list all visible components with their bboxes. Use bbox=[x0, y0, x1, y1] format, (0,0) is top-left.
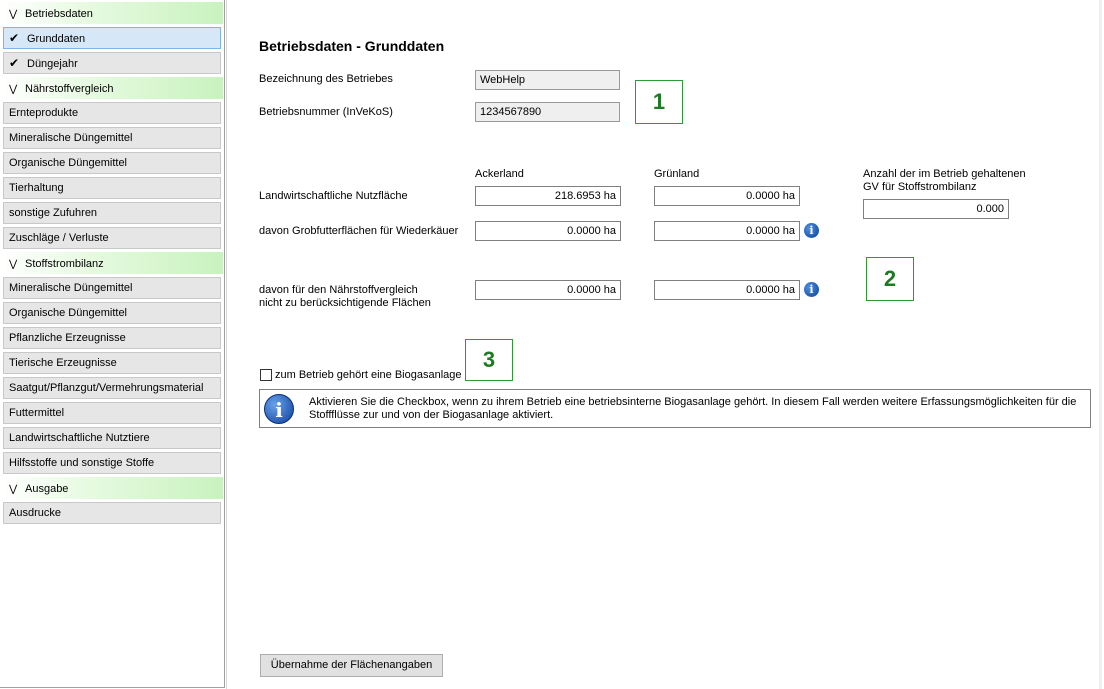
info-text-line2: Stoffflüsse zur und von der Biogasanlage aktiviert. bbox=[309, 409, 554, 421]
sidebar-item-label: Tierhaltung bbox=[9, 182, 64, 194]
biogas-checkbox[interactable] bbox=[260, 369, 272, 381]
nicht-beruecksichtigt-label-line1: davon für den Nährstoffvergleich bbox=[259, 284, 418, 296]
sidebar-item-tierhaltung[interactable] bbox=[3, 177, 221, 199]
gv-stoffstrombilanz-field[interactable]: 0.000 bbox=[863, 199, 1009, 219]
sidebar-item-label: Mineralische Düngemittel bbox=[9, 132, 133, 144]
sidebar-item-ssb-organische-duengemittel[interactable] bbox=[3, 302, 221, 324]
double-chevron-down-icon: ⋁ bbox=[9, 9, 18, 20]
sidebar-item-ssb-mineralische-duengemittel[interactable] bbox=[3, 277, 221, 299]
sidebar-item-label: Grunddaten bbox=[27, 33, 86, 45]
sidebar-item-label: Organische Düngemittel bbox=[9, 157, 128, 169]
navigation-sidebar bbox=[0, 0, 225, 688]
sidebar-item-ausdrucke[interactable] bbox=[3, 502, 221, 524]
section-header-betriebsdaten[interactable] bbox=[1, 2, 223, 24]
sidebar-item-organische-duengemittel[interactable] bbox=[3, 152, 221, 174]
gv-header-line1: Anzahl der im Betrieb gehaltenen bbox=[863, 168, 1026, 180]
sidebar-item-grunddaten[interactable] bbox=[3, 27, 221, 49]
panel-border bbox=[1099, 0, 1102, 689]
sidebar-item-hilfsstoffe[interactable] bbox=[3, 452, 221, 474]
sidebar-item-label: Saatgut/Pflanzgut/Vermehrungsmaterial bbox=[9, 382, 204, 394]
biogas-info-box bbox=[259, 389, 1091, 428]
sidebar-item-futtermittel[interactable] bbox=[3, 402, 221, 424]
checkmark-icon: ✔ bbox=[9, 56, 20, 70]
bezeichnung-label: Bezeichnung des Betriebes bbox=[259, 73, 393, 85]
sidebar-item-duengejahr[interactable] bbox=[3, 52, 221, 74]
sidebar-item-tierische-erzeugnisse[interactable] bbox=[3, 352, 221, 374]
checkmark-icon: ✔ bbox=[9, 31, 20, 45]
main-panel bbox=[226, 0, 1102, 689]
sidebar-item-label: Landwirtschaftliche Nutztiere bbox=[9, 432, 150, 444]
lnf-label: Landwirtschaftliche Nutzfläche bbox=[259, 190, 408, 202]
sidebar-item-landwirtschaftliche-nutztiere[interactable] bbox=[3, 427, 221, 449]
nicht-beruecksichtigt-label-line2: nicht zu berücksichtigende Flächen bbox=[259, 297, 431, 309]
sidebar-item-sonstige-zufuhren[interactable] bbox=[3, 202, 221, 224]
sidebar-item-label: Zuschläge / Verluste bbox=[9, 232, 109, 244]
grobfutter-label: davon Grobfutterflächen für Wiederkäuer bbox=[259, 225, 459, 237]
sidebar-item-mineralische-duengemittel[interactable] bbox=[3, 127, 221, 149]
lnf-gruenland-field[interactable]: 0.0000 ha bbox=[654, 186, 800, 206]
bezeichnung-field[interactable]: WebHelp bbox=[475, 70, 620, 90]
sidebar-item-label: Futtermittel bbox=[9, 407, 65, 419]
gv-header-line2: GV für Stoffstrombilanz bbox=[863, 181, 977, 193]
info-icon: i bbox=[264, 394, 294, 424]
betriebsnummer-label: Betriebsnummer (InVeKoS) bbox=[259, 106, 393, 118]
sidebar-item-label: Organische Düngemittel bbox=[9, 307, 128, 319]
sidebar-item-label: sonstige Zufuhren bbox=[9, 207, 98, 219]
sidebar-item-ernteprodukte[interactable] bbox=[3, 102, 221, 124]
double-chevron-down-icon: ⋁ bbox=[9, 259, 18, 270]
column-header-gruenland: Grünland bbox=[654, 168, 700, 180]
section-header-ausgabe[interactable] bbox=[1, 477, 223, 499]
grobfutter-gruenland-field[interactable]: 0.0000 ha bbox=[654, 221, 800, 241]
double-chevron-down-icon: ⋁ bbox=[9, 84, 18, 95]
page-title: Betriebsdaten - Grunddaten bbox=[259, 38, 445, 54]
lnf-ackerland-field[interactable]: 218.6953 ha bbox=[475, 186, 621, 206]
info-text-line1: Aktivieren Sie die Checkbox, wenn zu ihrem Betrieb eine betriebsinterne Biogasanlage gehört. In diesem Fall werden weitere Erfassungsmöglichkeiten für die bbox=[309, 396, 1077, 408]
callout-badge-1: 1 bbox=[635, 80, 683, 124]
section-title: Stoffstrombilanz bbox=[25, 258, 104, 270]
section-title: Betriebsdaten bbox=[25, 8, 93, 20]
sidebar-item-label: Ausdrucke bbox=[9, 507, 61, 519]
betriebsnummer-field[interactable]: 1234567890 bbox=[475, 102, 620, 122]
sidebar-item-label: Ernteprodukte bbox=[9, 107, 79, 119]
info-icon[interactable]: i bbox=[804, 282, 819, 297]
sidebar-item-label: Tierische Erzeugnisse bbox=[9, 357, 117, 369]
column-header-ackerland: Ackerland bbox=[475, 168, 524, 180]
sidebar-item-label: Düngejahr bbox=[27, 58, 78, 70]
uebernahme-flaechenangaben-button[interactable]: Übernahme der Flächenangaben bbox=[260, 654, 443, 677]
section-header-naehrstoffvergleich[interactable] bbox=[1, 77, 223, 99]
sidebar-item-zuschlaege-verluste[interactable] bbox=[3, 227, 221, 249]
sidebar-item-pflanzliche-erzeugnisse[interactable] bbox=[3, 327, 221, 349]
section-title: Ausgabe bbox=[25, 483, 69, 495]
grobfutter-ackerland-field[interactable]: 0.0000 ha bbox=[475, 221, 621, 241]
sidebar-item-label: Hilfsstoffe und sonstige Stoffe bbox=[9, 457, 155, 469]
nicht-beruecksichtigt-ackerland-field[interactable]: 0.0000 ha bbox=[475, 280, 621, 300]
biogas-checkbox-label[interactable]: zum Betrieb gehört eine Biogasanlage bbox=[275, 369, 462, 381]
sidebar-item-saatgut[interactable] bbox=[3, 377, 221, 399]
section-title: Nährstoffvergleich bbox=[25, 83, 114, 95]
info-icon[interactable]: i bbox=[804, 223, 819, 238]
sidebar-item-label: Mineralische Düngemittel bbox=[9, 282, 133, 294]
callout-badge-3: 3 bbox=[465, 339, 513, 381]
callout-badge-2: 2 bbox=[866, 257, 914, 301]
double-chevron-down-icon: ⋁ bbox=[9, 484, 18, 495]
section-header-stoffstrombilanz[interactable] bbox=[1, 252, 223, 274]
nicht-beruecksichtigt-gruenland-field[interactable]: 0.0000 ha bbox=[654, 280, 800, 300]
sidebar-item-label: Pflanzliche Erzeugnisse bbox=[9, 332, 126, 344]
